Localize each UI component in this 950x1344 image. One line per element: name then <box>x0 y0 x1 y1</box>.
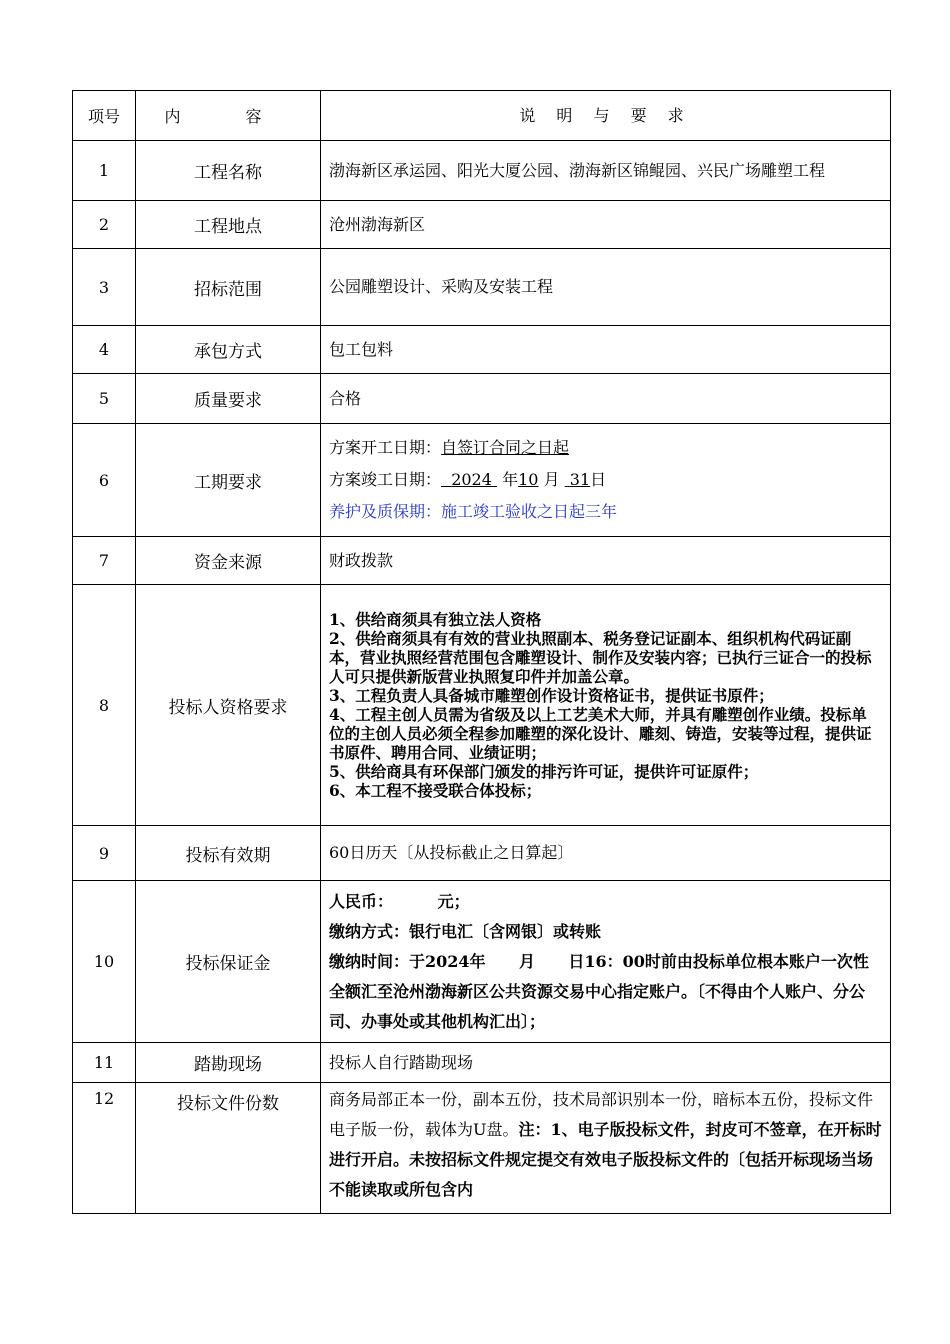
table-row <box>73 424 891 537</box>
row-description <box>321 424 891 537</box>
copies-text <box>329 1085 882 1205</box>
end-date-year-unit: 年 <box>502 470 519 489</box>
row-item: 质量要求 <box>136 374 321 424</box>
row-description <box>321 1083 891 1214</box>
header-content-label: 内 容 <box>164 107 292 126</box>
end-date-label: 方案竣工日期： <box>329 470 442 489</box>
table-row <box>73 374 891 424</box>
end-date-month: 10 <box>518 470 539 489</box>
start-date-value: 自签订合同之日起 <box>441 438 570 457</box>
row-description: 公园雕塑设计、采购及安装工程 <box>321 249 891 326</box>
row-item: 踏勘现场 <box>136 1043 321 1083</box>
row-number: 5 <box>73 374 136 424</box>
row-number: 1 <box>73 141 136 201</box>
table-row <box>73 537 891 585</box>
row-item: 投标人资格要求 <box>136 585 321 826</box>
row-description: 包工包料 <box>321 326 891 374</box>
row-item: 工程名称 <box>136 141 321 201</box>
end-date-day: 31 <box>569 470 591 489</box>
tender-info-table <box>72 90 891 1214</box>
qualification-line: 4、工程主创人员需为省级及以上工艺美术大师，并具有雕塑创作业绩。投标单位的主创人员必须全程参加雕塑的深化设计、雕刻、铸造，安装等过程，提供证书原件、聘用合同、业绩证明； <box>329 705 872 762</box>
header-content <box>136 91 321 141</box>
row-item: 投标文件份数 <box>136 1083 321 1214</box>
deposit-method: 缴纳方式：银行电汇〔含网银〕或转账 <box>329 921 602 941</box>
end-date-year: 2024 <box>451 470 492 489</box>
table-row <box>73 881 891 1043</box>
row-number: 8 <box>73 585 136 826</box>
table-row <box>73 249 891 326</box>
table-row <box>73 141 891 201</box>
row-description <box>321 585 891 826</box>
row-description: 渤海新区承运园、阳光大厦公园、渤海新区锦鲲园、兴民广场雕塑工程 <box>321 141 891 201</box>
table-row <box>73 826 891 881</box>
row-description: 财政拨款 <box>321 537 891 585</box>
row-number: 6 <box>73 424 136 537</box>
row-description <box>321 881 891 1043</box>
qualification-line: 5、供给商具有环保部门颁发的排污许可证，提供许可证原件； <box>329 762 759 781</box>
table-row <box>73 326 891 374</box>
row-description: 沧州渤海新区 <box>321 201 891 249</box>
row-number: 10 <box>73 881 136 1043</box>
table-row <box>73 1043 891 1083</box>
row-number: 3 <box>73 249 136 326</box>
row-description: 合格 <box>321 374 891 424</box>
end-date-line <box>329 464 882 496</box>
start-date-label: 方案开工日期： <box>329 438 442 457</box>
row-number: 2 <box>73 201 136 249</box>
table-row <box>73 1083 891 1214</box>
qualification-line: 6、本工程不接受联合体投标； <box>329 781 542 800</box>
deposit-rmb: 人民币： 元； <box>329 891 470 911</box>
row-item: 投标有效期 <box>136 826 321 881</box>
qualification-line: 2、供给商须具有有效的营业执照副本、税务登记证副本、组织机构代码证副本，营业执照经营范围包含雕塑设计、制作及安装内容；已执行三证合一的投标人可只提供新版营业执照复印件并加盖公章。 <box>329 629 872 686</box>
row-item: 投标保证金 <box>136 881 321 1043</box>
row-item: 工期要求 <box>136 424 321 537</box>
row-number: 7 <box>73 537 136 585</box>
table-row <box>73 585 891 826</box>
table-header-row <box>73 91 891 141</box>
qualification-line: 1、供给商须具有独立法人资格 <box>329 610 542 629</box>
copies-note: 注：1、电子版投标文件，封皮可不签章，在开标时进行开启。未按招标文件规定提交有效电子版投标文件的〔包括开标现场当场不能读取或所包含内 <box>329 1120 882 1199</box>
row-item: 承包方式 <box>136 326 321 374</box>
row-item: 招标范围 <box>136 249 321 326</box>
row-item: 资金来源 <box>136 537 321 585</box>
copies-plain: 商务局部正本一份，副本五份，技术局部识别本一份，暗标本五份，投标文件电子版一份，载体为U盘。 <box>329 1090 874 1139</box>
row-number: 11 <box>73 1043 136 1083</box>
end-date-day-unit: 日 <box>590 470 607 489</box>
table-row <box>73 201 891 249</box>
header-description-label: 说 明 与 要 求 <box>519 105 692 125</box>
header-description <box>321 91 891 141</box>
row-number: 4 <box>73 326 136 374</box>
row-number: 12 <box>73 1083 136 1214</box>
end-date-month-unit: 月 <box>543 470 560 489</box>
warranty-line: 养护及质保期：施工竣工验收之日起三年 <box>329 502 618 521</box>
start-date-line <box>329 432 882 464</box>
qualification-line: 3、工程负责人具备城市雕塑创作设计资格证书，提供证书原件； <box>329 686 774 705</box>
deposit-time: 缴纳时间：于2024年 月 日16：00时前由投标单位根本账户一次性全额汇至沧州渤海新区公共资源交易中心指定账户。〔不得由个人账户、分公司、办事处或其他机构汇出〕； <box>329 951 869 1031</box>
header-item-no: 项号 <box>73 91 136 141</box>
row-item: 工程地点 <box>136 201 321 249</box>
row-description: 投标人自行踏勘现场 <box>321 1043 891 1083</box>
row-number: 9 <box>73 826 136 881</box>
row-description: 60日历天〔从投标截止之日算起〕 <box>321 826 891 881</box>
